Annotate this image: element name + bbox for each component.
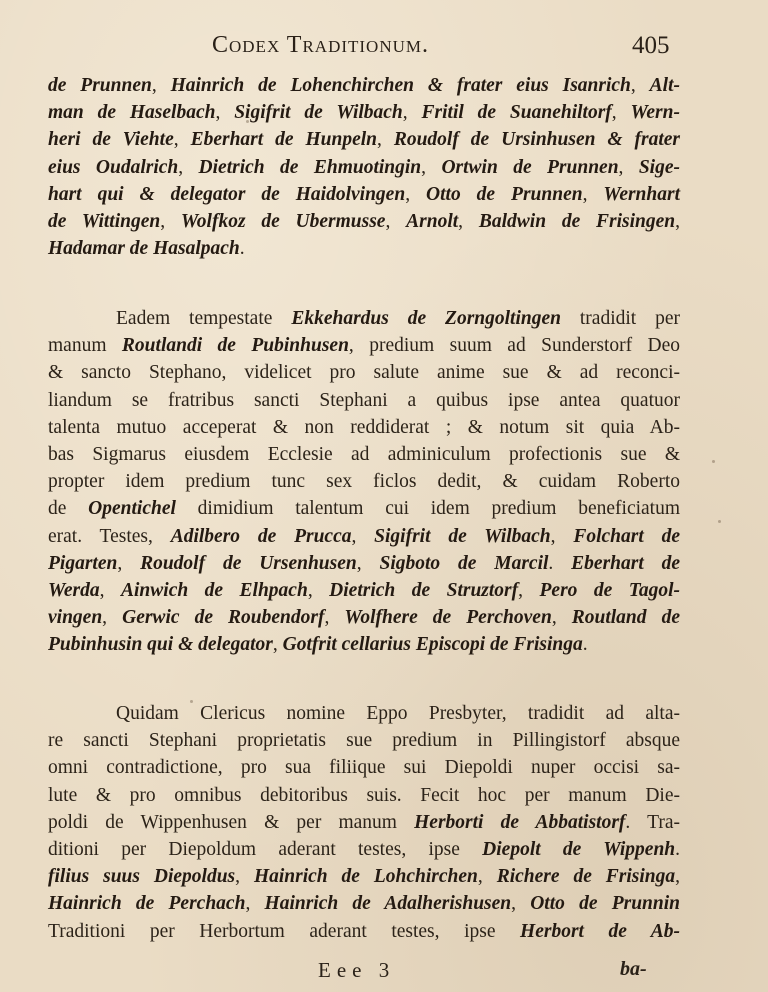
italic-name: Gerwic de Roubendorf [122,607,325,629]
text-line [48,918,680,945]
italic-name: Adilbero de Prucca [170,525,352,547]
roman-text: ditioni per Diepoldum aderant testes, ipse [48,839,483,861]
paragraph-quidam-clericus [48,700,680,945]
italic-name: Eberhart de [571,552,681,574]
text-line [48,235,680,262]
paragraph-eadem-tempestate [48,305,680,659]
roman-text: de [48,498,89,520]
italic-name: Routlandi de Pubinhusen [121,335,349,357]
roman-text: talenta mutuo acceperat & non reddiderat ; & notum sit quia Ab- [48,416,680,438]
page-header [0,30,768,64]
roman-text: , [511,893,531,915]
roman-text: re sancti Stephani proprietatis sue predium in Pillingistorf absque [48,730,680,752]
paragraph-body [48,72,680,262]
text-line [48,208,680,235]
italic-name: Opentichel [88,498,176,520]
text-line [48,727,680,754]
italic-name: Otto de Prunnen [426,183,583,205]
italic-name: Herborti de Abbatistorf [414,811,626,833]
roman-text: , [245,893,265,915]
italic-name: de Wittingen [48,211,161,233]
text-line [48,99,680,126]
roman-text: , [173,129,191,151]
roman-text: liandum se fratribus sancti Stephani a quibus ipse antea quatuor [48,389,680,411]
roman-text: , [551,607,572,629]
italic-name: Pigarten [48,552,118,574]
italic-name: Otto de Prunnin [530,893,681,915]
italic-name: Sigboto de Marcil [379,552,549,574]
italic-name: vingen [48,607,103,629]
roman-text: poldi de Wippenhusen & per manum [48,811,415,833]
text-line [48,441,680,468]
text-line [48,495,680,522]
roman-text: . [548,552,572,574]
italic-name: Hadamar de Hasalpach [48,238,240,260]
roman-text: . [239,238,245,260]
text-line [48,126,680,153]
roman-text: Eadem tempestate [116,308,292,329]
italic-name: man de Haselbach [48,102,216,124]
italic-name: Hainrich de Lohchirchen [253,866,478,888]
italic-name: Herbort de Ab- [520,920,680,942]
text-line [48,604,680,631]
text-line [48,523,680,550]
italic-name: Ainwich de Elhpach [121,580,308,602]
roman-text: , [582,183,604,205]
italic-name: filius suus Diepoldus [48,866,236,888]
italic-name: Arnolt [406,211,459,233]
roman-text: , [518,580,540,602]
roman-text: tradidit per [560,308,680,329]
italic-name: Dietrich de Struztorf [329,580,519,602]
roman-text: bas Sigmarus eiusdem Ecclesie ad adminiculum profectionis sue & [48,444,680,466]
text-line [48,890,680,917]
roman-text: lute & pro omnibus debitoribus suis. Fecit hoc per manum Die- [48,784,680,806]
text-line [48,863,680,890]
signature-mark: Eee 3 [318,958,396,982]
roman-text: , [675,866,681,888]
italic-name: Pubinhusin qui & delegator [48,634,273,656]
roman-text: , [117,552,141,574]
roman-text: , predium suum ad Sunderstorf Deo [348,335,681,357]
roman-text: . [675,839,681,861]
roman-text: , [611,102,631,124]
roman-text: , [351,525,375,547]
text-line [48,72,680,99]
roman-text: , [630,75,650,96]
roman-text: , [235,866,254,888]
roman-text: , [215,102,235,124]
roman-text: , [458,211,479,233]
roman-text: , [477,866,497,888]
page-footer [0,958,768,984]
text-line [48,332,680,359]
paragraph-body [48,305,680,659]
italic-name: Roudolf de Ursinhusen & frater [393,129,680,151]
text-line [48,782,680,809]
roman-text: propter idem predium tunc sex ficlos dedit, & cuidam Roberto [48,471,680,493]
roman-text: dimidium talentum cui idem predium beneficiatum [175,498,681,520]
roman-text: , [151,75,171,96]
paper-speck [246,120,249,123]
italic-name: Pero de Tagol- [539,580,681,602]
roman-text: , [102,607,123,629]
italic-name: heri de Viehte [48,129,174,151]
paper-speck [712,460,715,463]
italic-name: Alt- [649,75,681,96]
italic-name: Folchart de [573,525,680,547]
italic-name: Fritil de Suanehiltorf [421,102,612,124]
text-line [48,700,680,727]
italic-name: Wernhart [603,183,681,205]
roman-text: , [550,525,574,547]
italic-name: Hainrich de Lohenchirchen & frater eius Isanrich [170,75,631,96]
roman-text: , [421,156,442,178]
roman-text: omni contradictione, pro sua filiique sui Diepoldi nuper occisi sa- [48,757,680,779]
italic-name: Sigifrit de Wilbach [374,525,551,547]
text-line [48,631,680,658]
roman-text: , [618,156,639,178]
text-line [48,550,680,577]
running-title: Codex Traditionum. [212,32,429,58]
roman-text: & sancto Stephano, videlicet pro salute anime sue & ad reconci- [48,362,680,384]
roman-text: , [272,634,283,656]
roman-text: erat. Testes, [48,525,171,547]
italic-name: eius Oudalrich [48,156,179,178]
roman-text: , [675,211,681,233]
text-line [48,577,680,604]
text-line [48,754,680,781]
text-line [48,387,680,414]
roman-text: , [385,211,407,233]
text-line [48,836,680,863]
roman-text: , [99,580,121,602]
text-line [48,359,680,386]
italic-name: Hainrich de Perchach [48,893,246,915]
italic-name: Baldwin de Frisingen [478,211,676,233]
paper-speck [718,520,721,523]
roman-text: Traditioni per Herbortum aderant testes, ipse [48,920,521,942]
roman-text: , [178,156,199,178]
italic-name: Werda [48,580,100,602]
roman-text: manum [48,335,122,357]
paragraph-witness-list [48,72,680,262]
roman-text: , [402,102,422,124]
italic-name: Eberhart de Hunpeln [190,129,377,151]
italic-name: Roudolf de Ursenhusen [140,552,357,574]
text-line [48,154,680,181]
text-line [48,468,680,495]
roman-text: . [582,634,588,656]
text-line [48,181,680,208]
italic-name: Sige- [638,156,680,178]
italic-name: Wern- [630,102,680,124]
italic-name: Diepolt de Wippenh [482,839,676,861]
italic-name: Wolfhere de Perchoven [344,607,552,629]
italic-name: Ekkehardus de Zorngoltingen [291,308,561,329]
text-line [48,809,680,836]
roman-text: , [160,211,181,233]
roman-text: Quidam Clericus nomine Eppo Presbyter, tradidit ad alta- [116,703,680,724]
text-line [48,414,680,441]
italic-name: Dietrich de Ehmuotingin [198,156,422,178]
roman-text: , [356,552,380,574]
italic-name: de Prunnen [48,75,152,96]
italic-name: Hainrich de Adalherishusen [264,893,512,915]
italic-name: Sigifrit de Wilbach [234,102,403,124]
roman-text: . Tra- [625,811,680,833]
page-number: 405 [632,32,670,59]
italic-name: Ortwin de Prunnen [441,156,619,178]
italic-name: Richere de Frisinga [496,866,676,888]
italic-name: Routland de [571,607,680,629]
roman-text: , [324,607,345,629]
italic-name: Wolfkoz de Ubermusse [180,211,386,233]
roman-text: , [405,183,427,205]
catchword: ba- [620,958,647,980]
roman-text: , [307,580,330,602]
paragraph-body [48,700,680,945]
italic-name: hart qui & delegator de Haidolvingen [48,183,406,205]
paper-speck [190,700,193,703]
roman-text: , [377,129,394,151]
italic-name: Gotfrit cellarius Episcopi de Frisinga [282,634,583,656]
text-line [48,305,680,332]
